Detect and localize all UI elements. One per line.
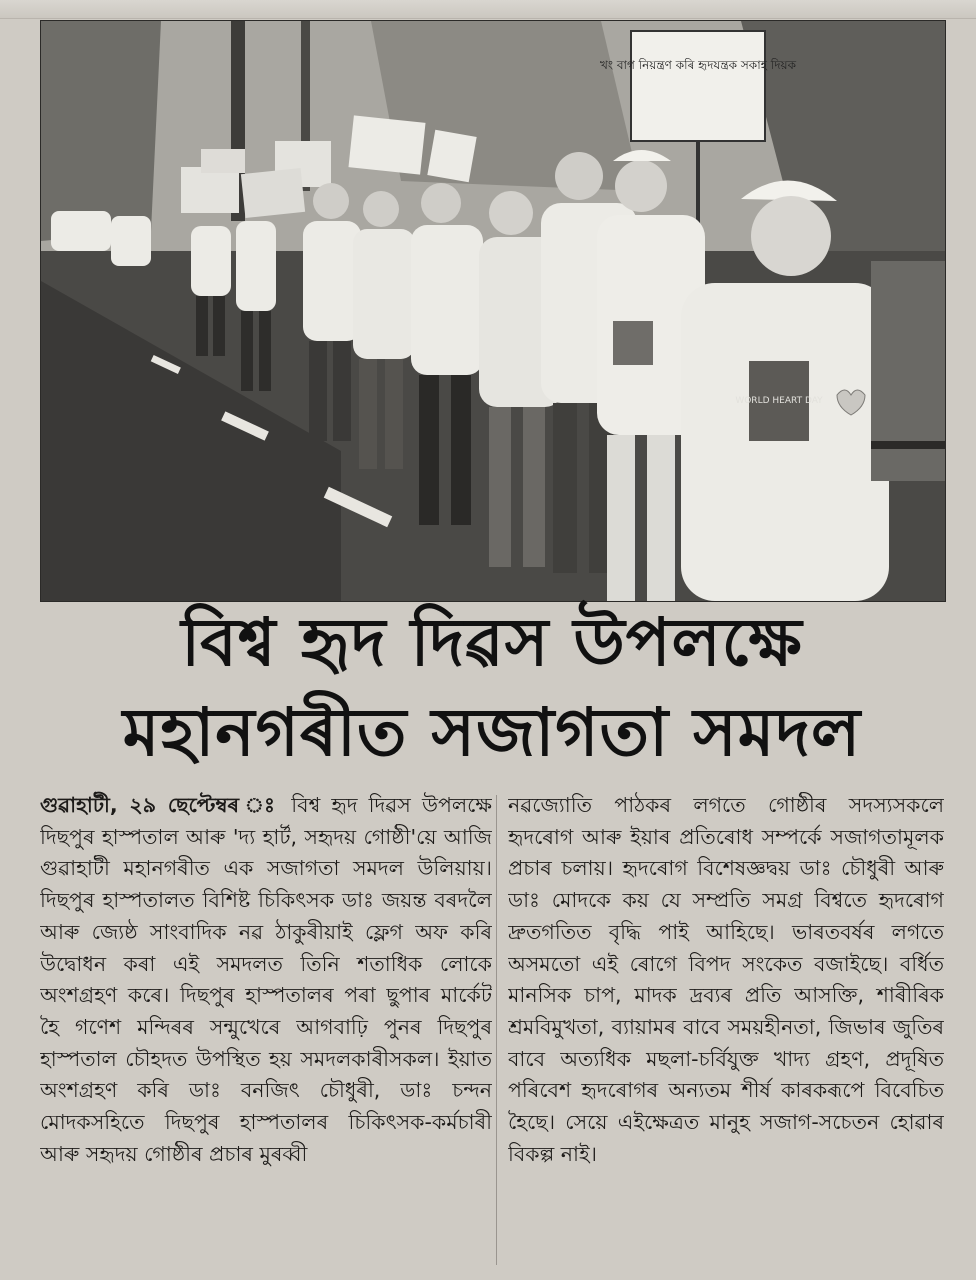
rally-photo-illustration [41, 21, 945, 601]
dateline: গুৱাহাটী, ২৯ ছেপ্টেম্বৰ ঃ [40, 793, 292, 817]
placard-text: খং বাগ নিয়ন্ত্ৰণ কৰি হৃদযন্ত্ৰক সকাহ দিয়ক [599, 58, 797, 72]
tshirt-text: WORLD HEART DAY [735, 396, 823, 406]
headline-line-1: বিশ্ব হৃদ দিৱস উপলক্ষে [181, 604, 803, 681]
column-divider [496, 795, 497, 1265]
headline-line-2: মহানগৰীত সজাগতা সমদল [122, 694, 862, 771]
page-top-strip [0, 0, 976, 19]
article-column-left [40, 790, 492, 1268]
article-body-right: নৱজ্যোতি পাঠকৰ লগতে গোষ্ঠীৰ সদস্যসকলে হৃদৰোগ আৰু ইয়াৰ প্ৰতিৰোধ সম্পৰ্কে সজাগতামূলক প্ৰচাৰ চলায়। হৃদৰোগ বিশেষজ্ঞদ্বয় ডাঃ চৌধুৰী আৰু ডাঃ মোদকে কয় যে সম্প্ৰতি সমগ্ৰ বিশ্বতে হৃদৰোগ দ্ৰুতগতিত বৃদ্ধি পাই আহিছে। ভাৰতবৰ্ষৰ লগতে অসমতো এই ৰোগে বিপদ সংকেত বজাইছে। বৰ্ধিত মানসিক চাপ, মাদক দ্ৰব্যৰ প্ৰতি আসক্তি, শাৰীৰিক শ্ৰমবিমুখতা, ব্যায়ামৰ বাবে সময়হীনতা, জিভাৰ জুতিৰ বাবে অত্যধিক মছলা-চৰ্বিযুক্ত খাদ্য গ্ৰহণ, প্ৰদূষিত পৰিবেশ হৃদৰোগৰ অন্যতম শীৰ্ষ কাৰকৰূপে বিবেচিত হৈছে। সেয়ে এইক্ষেত্ৰত মানুহ সজাগ-সচেতন হোৱাৰ বিকল্প নাই। [508, 793, 944, 1166]
rally-photo [40, 20, 946, 602]
article-column-right [508, 790, 944, 1268]
article-body-left: বিশ্ব হৃদ দিৱস উপলক্ষে দিছপুৰ হাস্পতাল আৰু 'দ্য হাৰ্ট, সহৃদয় গোষ্ঠী'য়ে আজি গুৱাহাটী মহানগৰীত এক সজাগতা সমদল উলিয়ায়। দিছপুৰ হাস্পতালত বিশিষ্ট চিকিৎসক ডাঃ জয়ন্ত বৰদলৈ আৰু জ্যেষ্ঠ সাংবাদিক নৱ ঠাকুৰীয়াই ফ্লেগ অফ কৰি উদ্বোধন কৰা এই সমদলত তিনি শতাধিক লোকে অংশগ্ৰহণ কৰে। দিছপুৰ হাস্পতালৰ পৰা ছুপাৰ মাৰ্কেট হৈ গণেশ মন্দিৰৰ সন্মুখেৰে আগবাঢ়ি পুনৰ দিছপুৰ হাস্পতাল চৌহদত উপস্থিত হয় সমদলকাৰীসকল। ইয়াত অংশগ্ৰহণ কৰি ডাঃ বনজিৎ চৌধুৰী, ডাঃ চন্দন মোদকসহিতে দিছপুৰ হাস্পতালৰ চিকিৎসক-কৰ্মচাৰী আৰু সহৃদয় গোষ্ঠীৰ প্ৰচাৰ মুৰব্বী [40, 793, 492, 1166]
